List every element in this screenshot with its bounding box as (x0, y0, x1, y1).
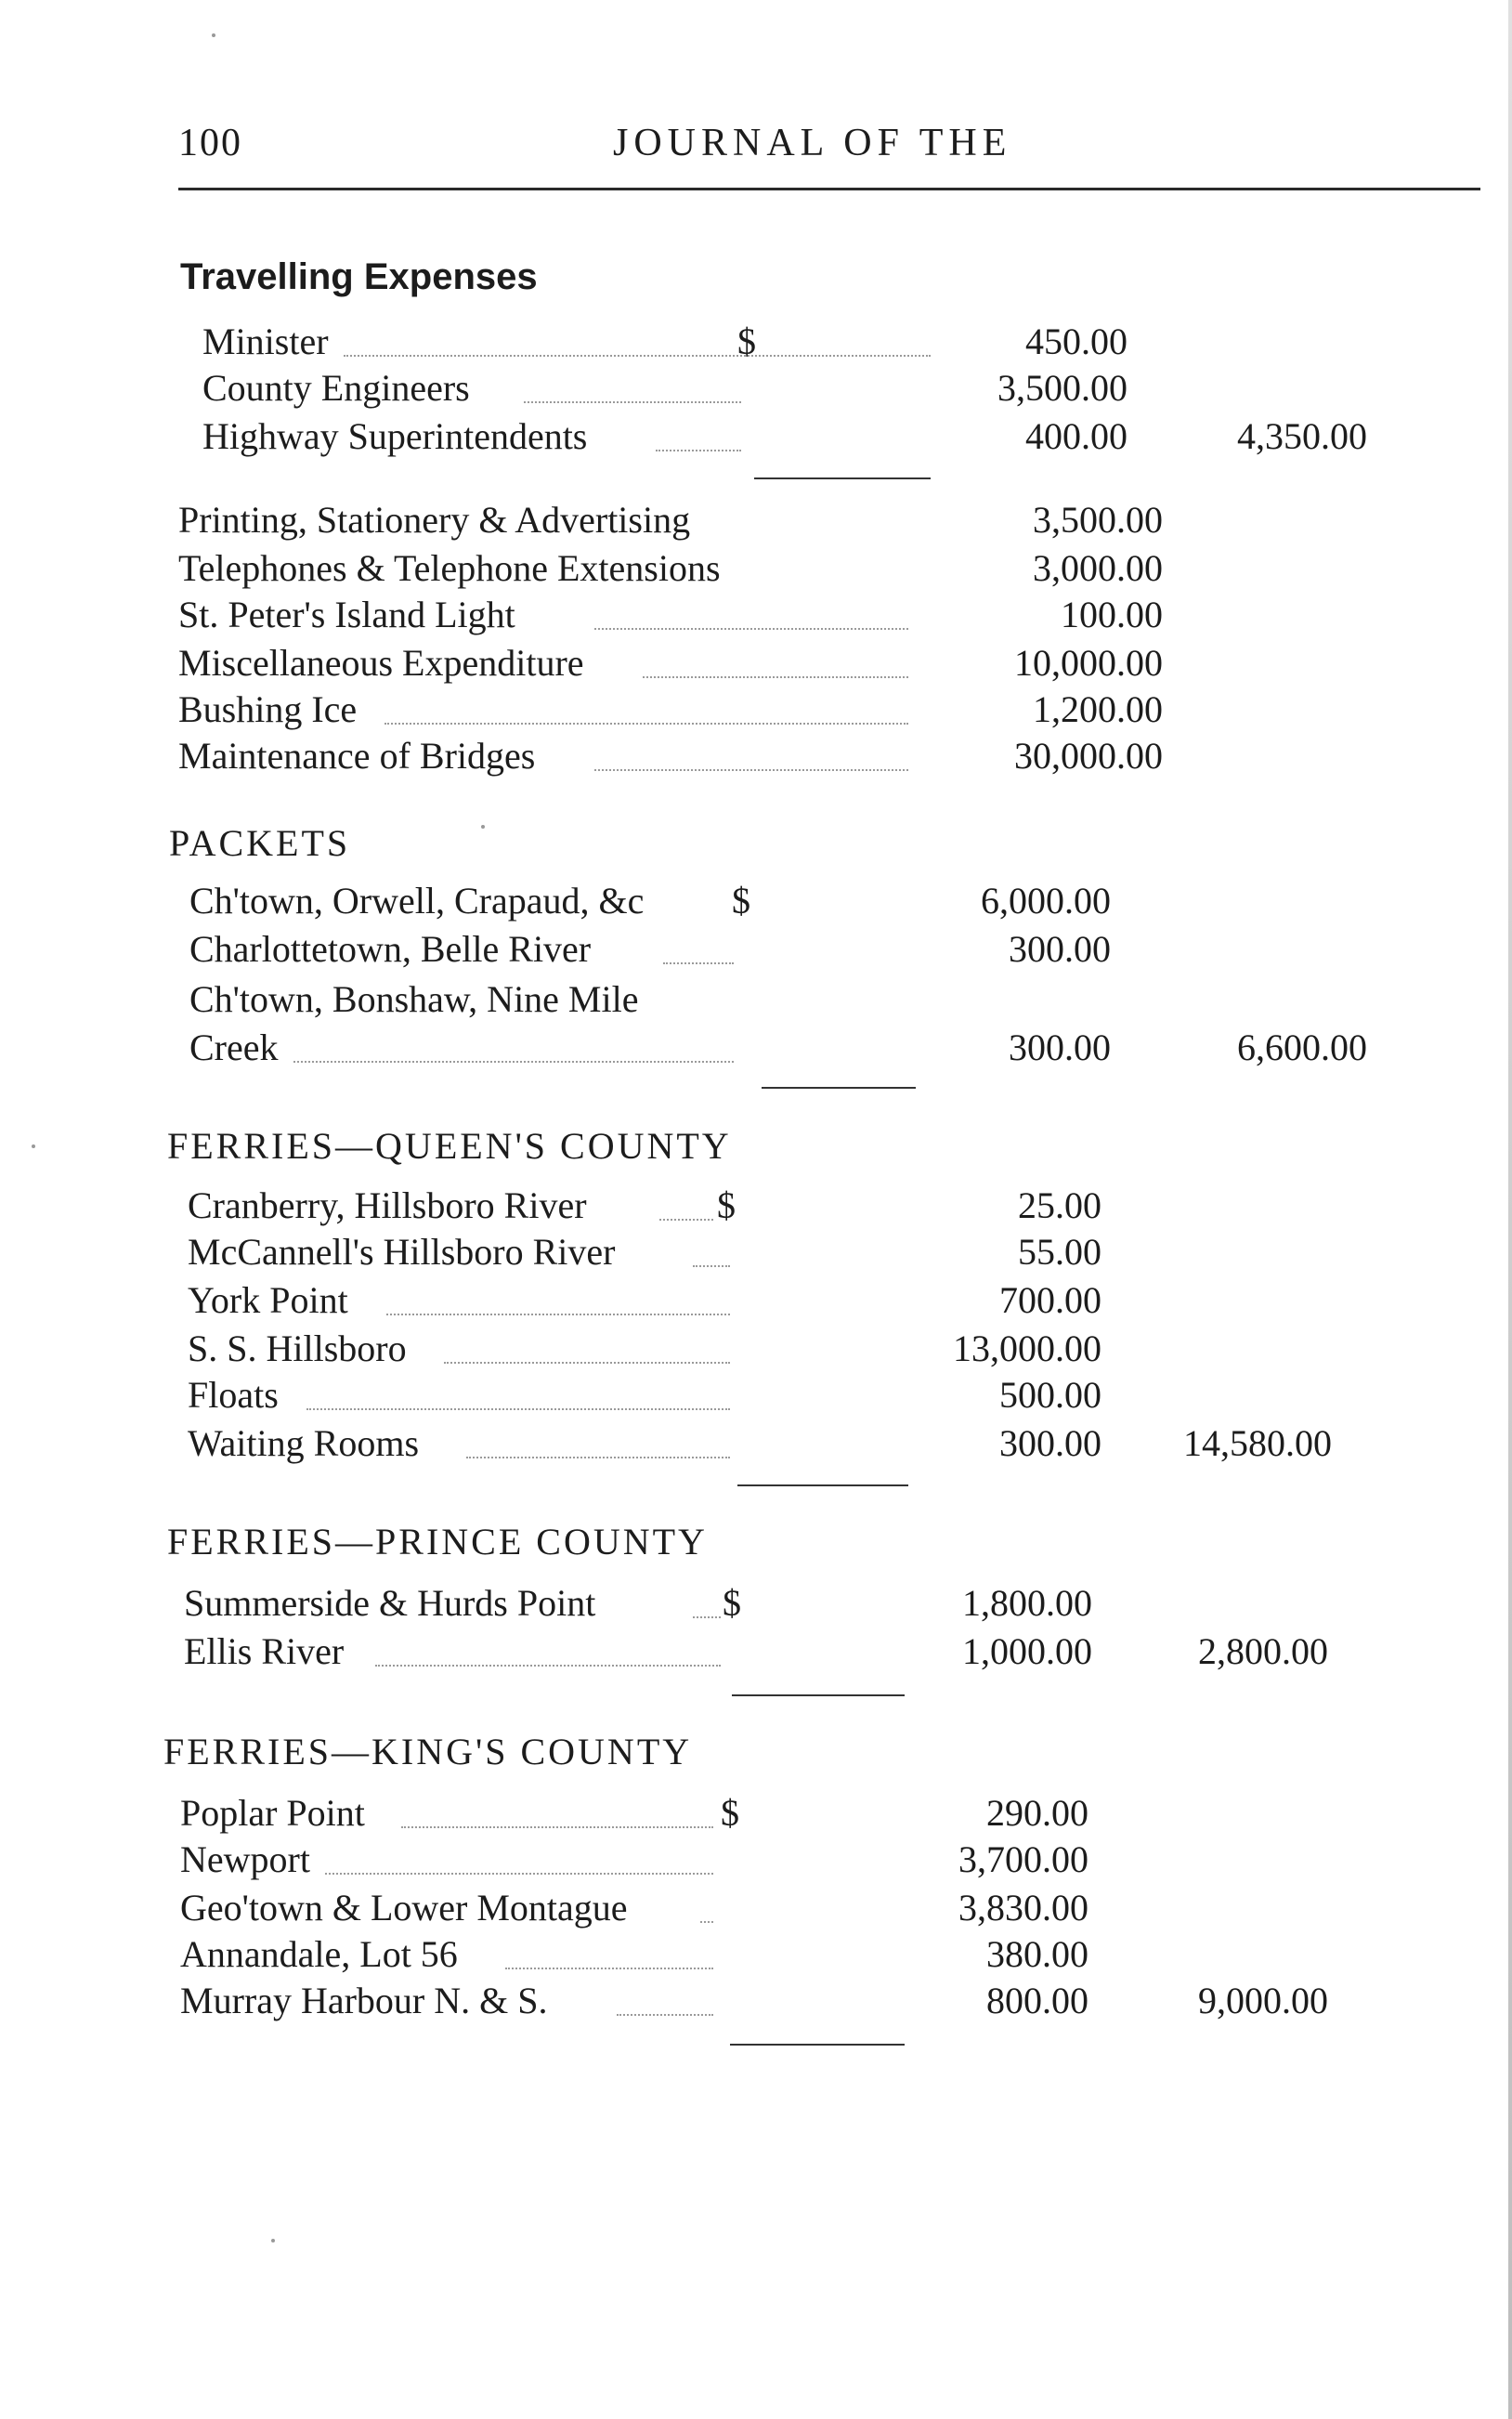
list-item (189, 977, 1155, 1024)
item-label: Ellis River (184, 1630, 345, 1672)
list-item (189, 927, 1155, 974)
item-label: Murray Harbour N. & S. (180, 1980, 548, 2021)
scan-speck (212, 33, 215, 37)
item-amount: 6,000.00 (981, 880, 1111, 922)
item-label: Geo'town & Lower Montague (180, 1887, 628, 1929)
item-label: Miscellaneous Expenditure (178, 642, 584, 684)
list-item (188, 1230, 1154, 1276)
item-amount: 800.00 (986, 1980, 1088, 2021)
item-total: 100.00 (1061, 594, 1163, 635)
item-label: S. S. Hillsboro (188, 1327, 407, 1369)
list-item (180, 1791, 1146, 1837)
leader-dots (594, 628, 908, 630)
leader-dots (293, 1061, 734, 1063)
item-label: Summerside & Hurds Point (184, 1582, 596, 1624)
section-heading-ferries-prince: FERRIES—PRINCE COUNTY (167, 1521, 708, 1563)
subtotal-rule (737, 1484, 908, 1486)
list-item (188, 1327, 1154, 1373)
item-total: 3,500.00 (1033, 499, 1163, 541)
item-amount: 400.00 (1025, 415, 1127, 457)
section-heading-ferries-queens: FERRIES—QUEEN'S COUNTY (167, 1125, 732, 1167)
item-amount: 380.00 (986, 1933, 1088, 1975)
item-amount: 300.00 (1009, 1026, 1111, 1068)
list-item (184, 1581, 1150, 1628)
item-total: 30,000.00 (1014, 735, 1163, 777)
item-label: Poplar Point (180, 1792, 365, 1834)
item-label: County Engineers (202, 367, 470, 409)
scan-speck (271, 2239, 275, 2242)
section-heading-travelling: Travelling Expenses (180, 256, 538, 297)
leader-dots (385, 723, 908, 725)
dollar-sign: $ (721, 1792, 739, 1834)
item-amount: 3,500.00 (997, 367, 1127, 409)
item-label: Minister (202, 320, 329, 362)
subtotal-amount: 4,350.00 (1237, 415, 1367, 457)
item-total: 1,200.00 (1033, 688, 1163, 730)
leader-dots (693, 1616, 721, 1618)
list-item (202, 414, 1367, 461)
list-item (178, 498, 1163, 544)
scan-speck (481, 825, 485, 829)
dollar-sign: $ (737, 320, 756, 362)
list-item (178, 687, 1163, 734)
item-amount: 450.00 (1025, 320, 1127, 362)
leader-dots (663, 962, 734, 964)
list-item (178, 546, 1163, 593)
running-title: JOURNAL OF THE (613, 122, 1012, 164)
list-item (189, 1026, 1367, 1072)
list-item (178, 641, 1163, 687)
subtotal-amount: 14,580.00 (1183, 1422, 1332, 1464)
subtotal-amount: 2,800.00 (1198, 1630, 1328, 1672)
dollar-sign: $ (723, 1582, 741, 1624)
item-amount: 13,000.00 (953, 1327, 1101, 1369)
leader-dots (444, 1362, 730, 1364)
subtotal-amount: 6,600.00 (1237, 1026, 1367, 1068)
item-amount: 25.00 (1018, 1184, 1101, 1226)
dollar-sign: $ (717, 1184, 736, 1226)
header-rule (178, 188, 1480, 190)
item-label: Waiting Rooms (188, 1422, 420, 1464)
item-label: St. Peter's Island Light (178, 594, 515, 635)
leader-dots (700, 1921, 713, 1923)
list-item (184, 1629, 1328, 1676)
item-label: Ch'town, Bonshaw, Nine Mile (189, 978, 639, 1020)
item-amount: 3,700.00 (958, 1838, 1088, 1880)
list-item (188, 1421, 1332, 1468)
leader-dots (401, 1826, 713, 1828)
item-amount: 300.00 (1009, 928, 1111, 970)
section-heading-packets: PACKETS (169, 822, 351, 864)
subtotal-amount: 9,000.00 (1198, 1980, 1328, 2021)
item-amount: 290.00 (986, 1792, 1088, 1834)
list-item (188, 1278, 1154, 1325)
subtotal-rule (754, 477, 931, 479)
list-item (188, 1373, 1154, 1419)
list-item (188, 1183, 1154, 1230)
leader-dots (466, 1457, 730, 1458)
dollar-sign: $ (732, 880, 750, 922)
subtotal-rule (730, 2044, 905, 2046)
item-label: Maintenance of Bridges (178, 735, 536, 777)
item-label: McCannell's Hillsboro River (188, 1231, 616, 1273)
leader-dots (643, 676, 908, 678)
list-item (178, 593, 1163, 639)
item-label: Ch'town, Orwell, Crapaud, &c (189, 880, 645, 922)
list-item (178, 734, 1163, 780)
item-label: Cranberry, Hillsboro River (188, 1184, 587, 1226)
item-amount: 1,800.00 (962, 1582, 1092, 1624)
list-item (180, 1932, 1146, 1979)
leader-dots (375, 1665, 721, 1667)
leader-dots (594, 769, 908, 771)
leader-dots (659, 1219, 713, 1221)
list-item (189, 879, 1155, 925)
list-item (180, 1979, 1328, 2025)
page-number: 100 (178, 122, 242, 164)
list-item (202, 320, 1168, 366)
item-label: Annandale, Lot 56 (180, 1933, 458, 1975)
item-amount: 3,830.00 (958, 1887, 1088, 1929)
leader-dots (344, 355, 931, 357)
leader-dots (693, 1265, 730, 1267)
item-label: York Point (188, 1279, 348, 1321)
leader-dots (325, 1873, 713, 1875)
subtotal-rule (762, 1087, 916, 1089)
item-label: Printing, Stationery & Advertising (178, 499, 691, 541)
section-heading-ferries-kings: FERRIES—KING'S COUNTY (163, 1731, 693, 1772)
item-amount: 55.00 (1018, 1231, 1101, 1273)
leader-dots (524, 401, 741, 403)
item-amount: 300.00 (999, 1422, 1101, 1464)
item-total: 3,000.00 (1033, 547, 1163, 589)
item-label: Bushing Ice (178, 688, 358, 730)
scan-speck (32, 1144, 35, 1148)
leader-dots (386, 1314, 730, 1315)
subtotal-rule (732, 1694, 905, 1696)
leader-dots (617, 2014, 713, 2016)
leader-dots (505, 1968, 713, 1969)
item-label: Charlottetown, Belle River (189, 928, 592, 970)
page-edge-shadow (1508, 0, 1512, 2419)
item-label: Floats (188, 1374, 279, 1416)
list-item (180, 1886, 1146, 1932)
item-label: Telephones & Telephone Extensions (178, 547, 721, 589)
list-item (202, 366, 1168, 412)
item-total: 10,000.00 (1014, 642, 1163, 684)
item-amount: 700.00 (999, 1279, 1101, 1321)
item-amount: 1,000.00 (962, 1630, 1092, 1672)
item-label: Newport (180, 1838, 310, 1880)
leader-dots (306, 1408, 730, 1410)
leader-dots (656, 450, 741, 451)
item-label: Creek (189, 1026, 279, 1068)
list-item (180, 1837, 1146, 1884)
item-amount: 500.00 (999, 1374, 1101, 1416)
item-label: Highway Superintendents (202, 415, 588, 457)
